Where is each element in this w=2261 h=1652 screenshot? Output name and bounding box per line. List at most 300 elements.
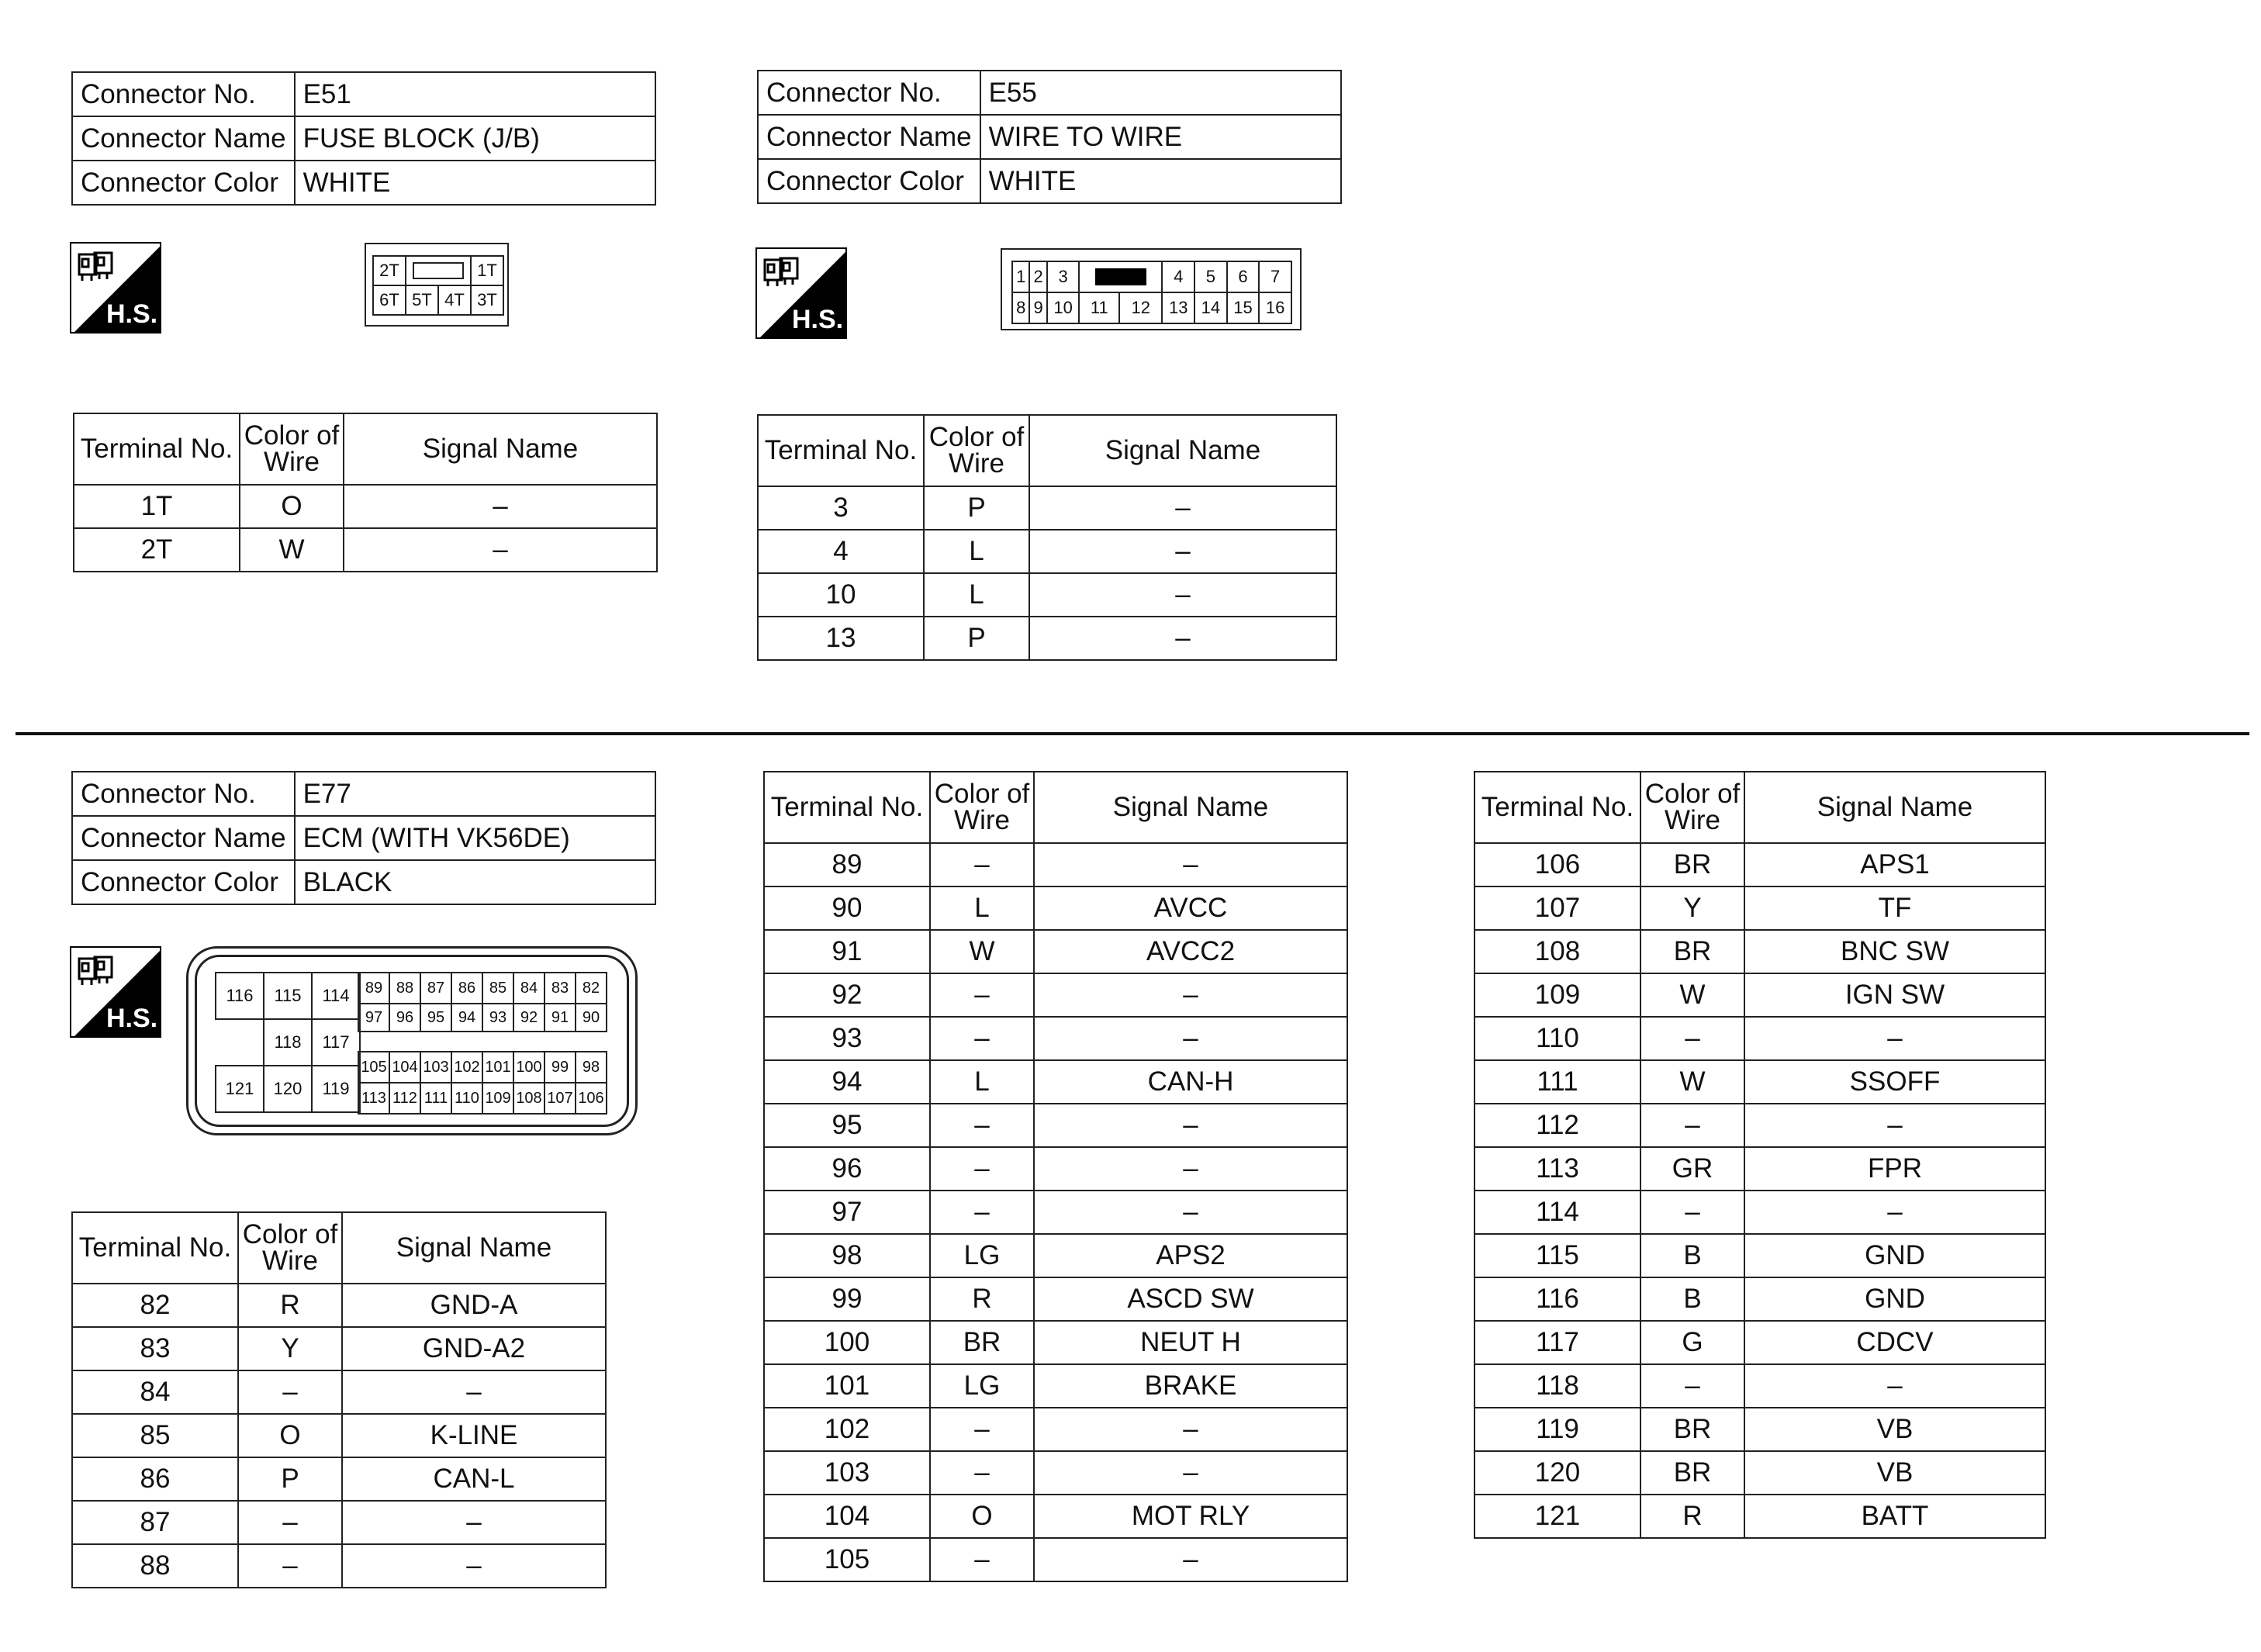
table-row: [1474, 1364, 2045, 1408]
header-signal: Signal Name: [1744, 772, 2045, 843]
header-color: Color of Wire: [930, 772, 1034, 843]
header-signal: Signal Name: [344, 413, 657, 485]
header-color: Color of Wire: [924, 415, 1029, 486]
signal-cell: GND-A2: [342, 1327, 606, 1370]
signal-cell: –: [1029, 530, 1336, 573]
color-cell: B: [1640, 1234, 1744, 1277]
info-row: [72, 161, 655, 205]
signal-cell: BATT: [1744, 1495, 2045, 1538]
pin: 112: [389, 1083, 420, 1114]
e51-terminal-table: [73, 413, 658, 572]
color-cell: O: [930, 1495, 1034, 1538]
connector-number: E51: [295, 72, 655, 116]
color-cell: W: [1640, 973, 1744, 1017]
table-header: [758, 415, 1336, 486]
pin: 88: [389, 973, 420, 1004]
table-row: [72, 1501, 606, 1544]
color-cell: –: [930, 1451, 1034, 1495]
terminal-cell: 108: [1474, 930, 1640, 973]
table-row: [764, 1408, 1347, 1451]
pin: 12: [1119, 292, 1162, 323]
connector-number: E77: [295, 772, 655, 816]
signal-cell: –: [1034, 1538, 1347, 1581]
terminal-cell: 121: [1474, 1495, 1640, 1538]
terminal-cell: 96: [764, 1147, 930, 1191]
terminal-cell: 112: [1474, 1104, 1640, 1147]
table-row: [764, 1451, 1347, 1495]
table-row: [72, 1414, 606, 1457]
pin: 3: [1047, 261, 1080, 292]
terminal-cell: 2T: [74, 528, 240, 572]
pin: 6: [1227, 261, 1260, 292]
pin: 16: [1259, 292, 1291, 323]
table-row: [758, 617, 1336, 660]
table-row: [72, 1457, 606, 1501]
color-cell: –: [238, 1501, 342, 1544]
pin: 11: [1079, 292, 1119, 323]
info-label: Connector Color: [72, 161, 295, 205]
color-cell: –: [930, 1147, 1034, 1191]
terminal-cell: 99: [764, 1277, 930, 1321]
color-cell: L: [924, 530, 1029, 573]
info-label: Connector No.: [758, 71, 980, 115]
info-label: Connector Name: [72, 816, 295, 860]
pin: 98: [576, 1052, 607, 1083]
e77-connector-info: [71, 771, 656, 905]
header-terminal: Terminal No.: [758, 415, 924, 486]
table-header: [72, 1212, 606, 1284]
signal-cell: K-LINE: [342, 1414, 606, 1457]
info-label: Connector Color: [72, 860, 295, 904]
pin: 9: [1029, 292, 1046, 323]
e77-terminal-table-b: [763, 771, 1348, 1582]
terminal-cell: 1T: [74, 485, 240, 528]
pin: 6T: [373, 285, 406, 315]
table-row: [1474, 843, 2045, 886]
color-cell: GR: [1640, 1147, 1744, 1191]
badge-label: H.S.: [791, 305, 844, 334]
signal-cell: –: [1744, 1364, 2045, 1408]
terminal-cell: 120: [1474, 1451, 1640, 1495]
pin: 110: [451, 1083, 482, 1114]
color-cell: –: [1640, 1104, 1744, 1147]
pin: 10: [1047, 292, 1080, 323]
terminal-cell: 3: [758, 486, 924, 530]
signal-cell: –: [344, 528, 657, 572]
terminal-cell: 103: [764, 1451, 930, 1495]
signal-cell: –: [342, 1544, 606, 1588]
table-row: [764, 973, 1347, 1017]
signal-cell: AVCC2: [1034, 930, 1347, 973]
signal-cell: BNC SW: [1744, 930, 2045, 973]
e51-connector-face: [365, 243, 509, 327]
pin: 93: [482, 1004, 513, 1032]
e55-connector-info: [757, 70, 1342, 204]
signal-cell: –: [1029, 573, 1336, 617]
pin: 5: [1194, 261, 1227, 292]
signal-cell: VB: [1744, 1408, 2045, 1451]
pin: 92: [513, 1004, 545, 1032]
signal-cell: IGN SW: [1744, 973, 2045, 1017]
connector-color: BLACK: [295, 860, 655, 904]
color-cell: P: [238, 1457, 342, 1501]
pin: 87: [420, 973, 451, 1004]
table-row: [74, 485, 657, 528]
terminal-cell: 90: [764, 886, 930, 930]
signal-cell: –: [344, 485, 657, 528]
info-row: [758, 115, 1341, 159]
pin: 100: [513, 1052, 545, 1083]
terminal-cell: 13: [758, 617, 924, 660]
info-row: [72, 860, 655, 904]
color-cell: B: [1640, 1277, 1744, 1321]
terminal-cell: 104: [764, 1495, 930, 1538]
header-signal: Signal Name: [342, 1212, 606, 1284]
color-cell: Y: [1640, 886, 1744, 930]
pin: 84: [513, 973, 545, 1004]
pin: 103: [420, 1052, 451, 1083]
pin: 91: [545, 1004, 576, 1032]
terminal-cell: 83: [72, 1327, 238, 1370]
color-cell: W: [240, 528, 344, 572]
table-row: [764, 1191, 1347, 1234]
signal-cell: –: [1029, 486, 1336, 530]
pin: 94: [451, 1004, 482, 1032]
pin: 13: [1162, 292, 1194, 323]
table-row: [1474, 1495, 2045, 1538]
pin-blank: [406, 256, 471, 285]
pin: 96: [389, 1004, 420, 1032]
pin: 109: [482, 1083, 513, 1114]
header-signal: Signal Name: [1034, 772, 1347, 843]
table-row: [1474, 1191, 2045, 1234]
connector-number: E55: [980, 71, 1341, 115]
info-row: [72, 816, 655, 860]
pin: 111: [420, 1083, 451, 1114]
pin: 101: [482, 1052, 513, 1083]
table-row: [72, 1284, 606, 1327]
info-row: [758, 159, 1341, 203]
pin: 4T: [438, 285, 471, 315]
terminal-cell: 10: [758, 573, 924, 617]
pin: 86: [451, 973, 482, 1004]
color-cell: –: [1640, 1017, 1744, 1060]
color-cell: LG: [930, 1234, 1034, 1277]
color-cell: –: [930, 843, 1034, 886]
pin-gap: [216, 1019, 264, 1066]
terminal-cell: 91: [764, 930, 930, 973]
harness-side-icon: [71, 948, 161, 1038]
table-row: [764, 1104, 1347, 1147]
table-row: [764, 1017, 1347, 1060]
terminal-cell: 116: [1474, 1277, 1640, 1321]
pin: 89: [358, 973, 389, 1004]
pin: 1: [1012, 261, 1029, 292]
pin: 106: [576, 1083, 607, 1114]
color-cell: –: [238, 1544, 342, 1588]
signal-cell: –: [1034, 973, 1347, 1017]
terminal-cell: 111: [1474, 1060, 1640, 1104]
table-row: [72, 1327, 606, 1370]
table-row: [1474, 886, 2045, 930]
color-cell: –: [930, 1538, 1034, 1581]
pin: 118: [264, 1019, 312, 1066]
pin: 4: [1162, 261, 1194, 292]
terminal-cell: 113: [1474, 1147, 1640, 1191]
pin: 102: [451, 1052, 482, 1083]
table-row: [1474, 1277, 2045, 1321]
rows-c: [1474, 843, 2045, 1538]
terminal-cell: 86: [72, 1457, 238, 1501]
table-row: [764, 930, 1347, 973]
terminal-cell: 82: [72, 1284, 238, 1327]
signal-cell: APS1: [1744, 843, 2045, 886]
signal-cell: –: [1034, 1104, 1347, 1147]
pin: 97: [358, 1004, 389, 1032]
terminal-cell: 87: [72, 1501, 238, 1544]
signal-cell: –: [1744, 1191, 2045, 1234]
connector-color: WHITE: [980, 159, 1341, 203]
connector-name: FUSE BLOCK (J/B): [295, 116, 655, 161]
table-row: [758, 573, 1336, 617]
table-row: [1474, 1408, 2045, 1451]
header-terminal: Terminal No.: [72, 1212, 238, 1284]
color-cell: L: [924, 573, 1029, 617]
pin: 1T: [471, 256, 503, 285]
section-divider: [16, 732, 2249, 735]
terminal-cell: 93: [764, 1017, 930, 1060]
table-row: [72, 1544, 606, 1588]
terminal-cell: 110: [1474, 1017, 1640, 1060]
header-color: Color of Wire: [1640, 772, 1744, 843]
signal-cell: TF: [1744, 886, 2045, 930]
signal-cell: –: [1034, 1017, 1347, 1060]
color-cell: L: [930, 1060, 1034, 1104]
table-row: [74, 528, 657, 572]
color-cell: –: [930, 1104, 1034, 1147]
signal-cell: CAN-H: [1034, 1060, 1347, 1104]
terminal-cell: 84: [72, 1370, 238, 1414]
color-cell: R: [1640, 1495, 1744, 1538]
pin: 90: [576, 1004, 607, 1032]
badge-label: H.S.: [105, 1004, 158, 1033]
color-cell: BR: [1640, 930, 1744, 973]
table-row: [1474, 1321, 2045, 1364]
table-row: [1474, 973, 2045, 1017]
color-cell: –: [930, 973, 1034, 1017]
table-row: [1474, 1234, 2045, 1277]
table-row: [1474, 1060, 2045, 1104]
table-row: [758, 486, 1336, 530]
terminal-cell: 105: [764, 1538, 930, 1581]
color-cell: W: [930, 930, 1034, 973]
color-cell: G: [1640, 1321, 1744, 1364]
pin: 95: [420, 1004, 451, 1032]
color-cell: BR: [1640, 843, 1744, 886]
table-row: [1474, 1451, 2045, 1495]
signal-cell: AVCC: [1034, 886, 1347, 930]
terminal-cell: 114: [1474, 1191, 1640, 1234]
pin: 85: [482, 973, 513, 1004]
e77-terminal-table-a: [71, 1211, 607, 1588]
pin: 114: [312, 973, 360, 1019]
signal-cell: FPR: [1744, 1147, 2045, 1191]
color-cell: –: [930, 1408, 1034, 1451]
color-cell: BR: [1640, 1451, 1744, 1495]
signal-cell: SSOFF: [1744, 1060, 2045, 1104]
connector-color: WHITE: [295, 161, 655, 205]
color-cell: BR: [930, 1321, 1034, 1364]
badge-label: H.S.: [105, 299, 158, 329]
terminal-cell: 119: [1474, 1408, 1640, 1451]
color-cell: –: [1640, 1191, 1744, 1234]
pin: 120: [264, 1066, 312, 1112]
table-row: [72, 1370, 606, 1414]
color-cell: R: [238, 1284, 342, 1327]
signal-cell: BRAKE: [1034, 1364, 1347, 1408]
color-cell: –: [930, 1191, 1034, 1234]
e55-terminal-table: [757, 414, 1337, 661]
terminal-cell: 4: [758, 530, 924, 573]
terminal-cell: 89: [764, 843, 930, 886]
terminal-cell: 95: [764, 1104, 930, 1147]
e51-connector-info: [71, 71, 656, 206]
terminal-cell: 109: [1474, 973, 1640, 1017]
info-row: [72, 72, 655, 116]
table-row: [764, 1277, 1347, 1321]
table-header: [74, 413, 657, 485]
connector-name: WIRE TO WIRE: [980, 115, 1341, 159]
table-row: [764, 1321, 1347, 1364]
signal-cell: GND: [1744, 1234, 2045, 1277]
signal-cell: NEUT H: [1034, 1321, 1347, 1364]
pin: 121: [216, 1066, 264, 1112]
table-row: [764, 1060, 1347, 1104]
pin: 15: [1227, 292, 1260, 323]
header-color: Color of Wire: [240, 413, 344, 485]
table-row: [764, 1538, 1347, 1581]
harness-side-badge: [755, 247, 847, 339]
pin: 117: [312, 1019, 360, 1066]
table-header: [1474, 772, 2045, 843]
e77-connector-face: [186, 946, 638, 1135]
pin: 99: [545, 1052, 576, 1083]
connector-name: ECM (WITH VK56DE): [295, 816, 655, 860]
info-row: [72, 772, 655, 816]
terminal-cell: 118: [1474, 1364, 1640, 1408]
terminal-cell: 115: [1474, 1234, 1640, 1277]
terminal-cell: 100: [764, 1321, 930, 1364]
info-row: [72, 116, 655, 161]
e55-connector-face: [1001, 248, 1302, 330]
rows-a: [72, 1284, 606, 1588]
pin: 8: [1012, 292, 1029, 323]
color-cell: –: [930, 1017, 1034, 1060]
pin: 5T: [406, 285, 438, 315]
pin: 105: [358, 1052, 389, 1083]
color-cell: P: [924, 617, 1029, 660]
pin: 14: [1194, 292, 1227, 323]
terminal-cell: 117: [1474, 1321, 1640, 1364]
table-row: [1474, 1147, 2045, 1191]
pin: 2T: [373, 256, 406, 285]
signal-cell: GND-A: [342, 1284, 606, 1327]
color-cell: BR: [1640, 1408, 1744, 1451]
rows-b: [764, 843, 1347, 1581]
table-row: [764, 843, 1347, 886]
terminal-cell: 97: [764, 1191, 930, 1234]
table-row: [764, 1495, 1347, 1538]
pin: 104: [389, 1052, 420, 1083]
signal-cell: –: [1034, 1451, 1347, 1495]
pin: 107: [545, 1083, 576, 1114]
terminal-cell: 102: [764, 1408, 930, 1451]
pin: 83: [545, 973, 576, 1004]
table-header: [764, 772, 1347, 843]
signal-cell: MOT RLY: [1034, 1495, 1347, 1538]
header-color: Color of Wire: [238, 1212, 342, 1284]
table-row: [764, 1364, 1347, 1408]
signal-cell: –: [1034, 1408, 1347, 1451]
signal-cell: CDCV: [1744, 1321, 2045, 1364]
info-label: Connector Color: [758, 159, 980, 203]
info-label: Connector Name: [758, 115, 980, 159]
pin: 115: [264, 973, 312, 1019]
signal-cell: –: [1744, 1104, 2045, 1147]
color-cell: L: [930, 886, 1034, 930]
signal-cell: APS2: [1034, 1234, 1347, 1277]
color-cell: R: [930, 1277, 1034, 1321]
table-row: [1474, 1017, 2045, 1060]
harness-side-badge: [70, 946, 161, 1038]
signal-cell: –: [1034, 1191, 1347, 1234]
table-row: [764, 1234, 1347, 1277]
signal-cell: –: [1029, 617, 1336, 660]
pin: 113: [358, 1083, 389, 1114]
color-cell: O: [240, 485, 344, 528]
signal-cell: CAN-L: [342, 1457, 606, 1501]
signal-cell: –: [342, 1501, 606, 1544]
terminal-cell: 85: [72, 1414, 238, 1457]
pin: 108: [513, 1083, 545, 1114]
table-row: [764, 1147, 1347, 1191]
signal-cell: –: [1034, 1147, 1347, 1191]
signal-cell: GND: [1744, 1277, 2045, 1321]
pin: 82: [576, 973, 607, 1004]
header-terminal: Terminal No.: [1474, 772, 1640, 843]
terminal-cell: 92: [764, 973, 930, 1017]
terminal-cell: 94: [764, 1060, 930, 1104]
harness-side-icon: [757, 249, 847, 339]
color-cell: –: [1640, 1364, 1744, 1408]
signal-cell: –: [342, 1370, 606, 1414]
pin: 119: [312, 1066, 360, 1112]
table-row: [758, 530, 1336, 573]
header-signal: Signal Name: [1029, 415, 1336, 486]
harness-side-icon: [71, 244, 161, 334]
terminal-cell: 98: [764, 1234, 930, 1277]
table-row: [1474, 930, 2045, 973]
info-row: [758, 71, 1341, 115]
pin: 116: [216, 973, 264, 1019]
info-label: Connector No.: [72, 772, 295, 816]
table-row: [764, 886, 1347, 930]
signal-cell: –: [1744, 1017, 2045, 1060]
info-label: Connector No.: [72, 72, 295, 116]
color-cell: P: [924, 486, 1029, 530]
pin: 2: [1029, 261, 1046, 292]
pin-blank: [1079, 261, 1162, 292]
